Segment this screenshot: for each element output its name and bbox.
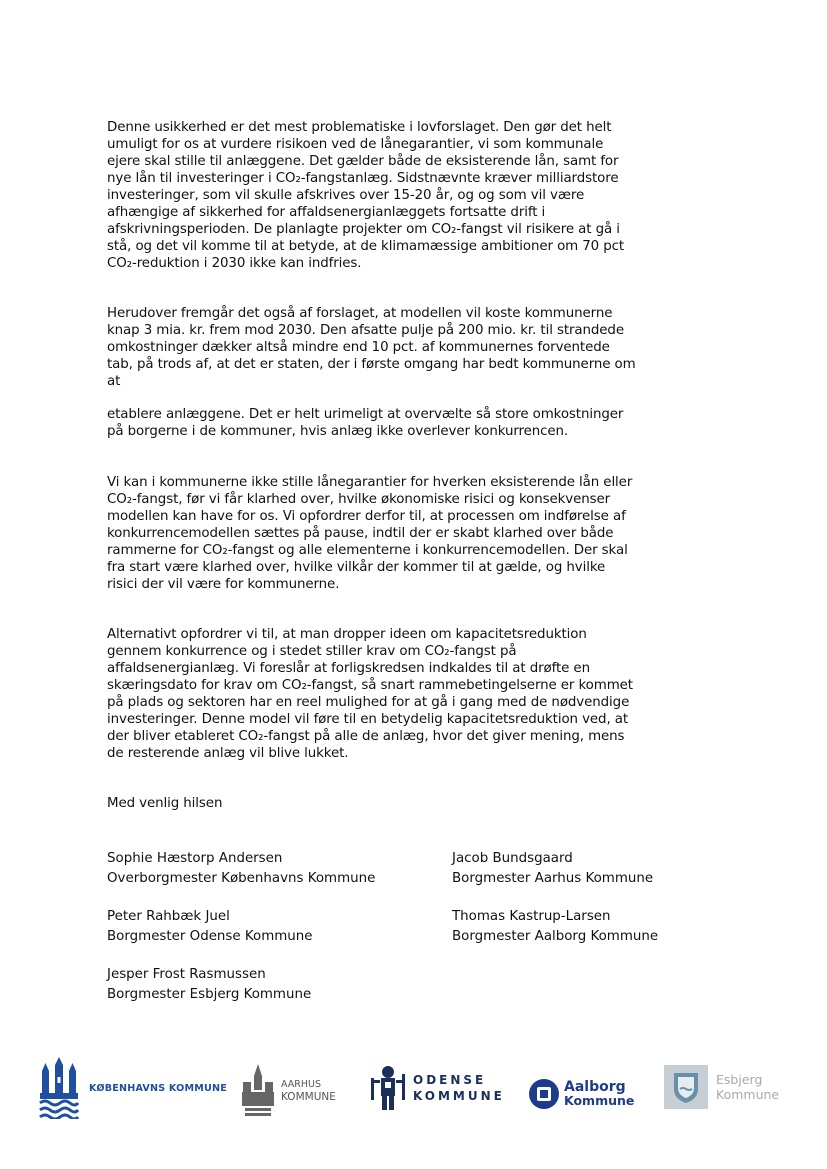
paragraph-5: Alternativt opfordrer vi til, at man dropper ideen om kapacitetsreduktion gennem konkurrence og i stedet stiller krav om CO₂-fangst på affaldsenergianlæg. Vi foreslår at forligskredsen indkaldes til at drøfte en skæringsdato for krav om CO₂-fangst, så snart rammebetingelserne er kommet på plads og sektoren har en reel mulighed for at gå i gang med de nødvendige investeringer. Denne model vil føre til en betydelig kapacitetsreduktion ved, at der bliver etableret CO₂-fangst på alle de anlæg, hvor det giver mening, mens de resterende anlæg vil blive lukket. (107, 627, 633, 761)
signature-aarhus (452, 849, 653, 889)
kobenhavn-logo (38, 1057, 227, 1119)
aarhus-logo (240, 1064, 336, 1118)
aalborg-logo-text: Aalborg Kommune (564, 1079, 635, 1108)
signatory-title: Borgmester Aarhus Kommune (452, 871, 654, 886)
signatory-name: Jesper Frost Rasmussen (107, 967, 266, 982)
signatory-title: Overborgmester Københavns Kommune (107, 871, 376, 886)
signatory-name: Jacob Bundsgaard (452, 851, 573, 866)
signatory-name: Sophie Hæstorp Andersen (107, 851, 283, 866)
signature-aalborg (452, 907, 658, 947)
paragraph-2: Herudover fremgår det også af forslaget, at modellen vil koste kommunerne knap 3 mia. kr. frem mod 2030. Den afsatte pulje på 200 mio. kr. til strandede omkostninger dækker altså mindre end 10 pct. af kommunernes forventede tab, på trods af, at det er staten, der i første omgang har bedt kommunerne om at (107, 306, 636, 389)
kobenhavn-castle-icon (38, 1057, 80, 1119)
odense-logo (369, 1064, 505, 1112)
odense-crest-icon (369, 1064, 407, 1112)
paragraph-3: etablere anlæggene. Det er helt urimeligt at overvælte så store omkostninger på borgerne i de kommuner, hvis anlæg ikke overlever konkurrencen. (107, 407, 624, 439)
esbjerg-logo (664, 1065, 779, 1109)
aarhus-cathedral-icon (240, 1064, 276, 1118)
esbjerg-logo-text: Esbjerg Kommune (716, 1072, 780, 1102)
signatory-title: Borgmester Esbjerg Kommune (107, 987, 312, 1002)
aarhus-logo-text: AARHUS KOMMUNE (281, 1079, 336, 1103)
signatory-name: Thomas Kastrup-Larsen (452, 909, 611, 924)
paragraph-4: Vi kan i kommunerne ikke stille lånegarantier for hverken eksisterende lån eller CO₂-fangst, før vi får klarhed over, hvilke økonomiske risici og konsekvenser modellen kan have for os. Vi opfordrer derfor til, at processen om indførelse af konkurrencemodellen sættes på pause, indtil der er skabt klarhed over både rammerne for CO₂-fangst og alle elementerne i konkurrencemodellen. Der skal fra start være klarhed over, hvilke vilkår der kommer til at gælde, og hvilke risici der vil være for kommunerne. (107, 475, 633, 592)
aalborg-logo (528, 1078, 634, 1110)
kobenhavn-logo-text: KØBENHAVNS KOMMUNE (89, 1082, 227, 1094)
closing-greeting: Med venlig hilsen (107, 796, 223, 811)
signatory-name: Peter Rahbæk Juel (107, 909, 230, 924)
signature-odense (107, 907, 313, 947)
signature-kobenhavn (107, 849, 375, 889)
esbjerg-crest-icon (664, 1065, 708, 1109)
signatory-title: Borgmester Aalborg Kommune (452, 929, 659, 944)
aalborg-crest-icon (528, 1078, 560, 1110)
signature-esbjerg (107, 965, 311, 1005)
signatory-title: Borgmester Odense Kommune (107, 929, 313, 944)
odense-logo-text: ODENSE KOMMUNE (413, 1073, 505, 1103)
paragraph-1: Denne usikkerhed er det mest problematiske i lovforslaget. Den gør det helt umuligt for os at vurdere risikoen ved de lånegarantier, vi som kommunale ejere skal stille til anlæggene. Det gælder både de eksisterende lån, samt for nye lån til investeringer i CO₂-fangstanlæg. Sidstnævnte kræver milliardstore investeringer, som vil skulle afskrives over 15-20 år, og og som vil være afhængige af sikkerhed for affaldsenergianlæggets fortsatte drift i afskrivningsperioden. De planlagte projekter om CO₂-fangst vil risikere at gå i stå, og det vil komme til at betyde, at de klimamæssige ambitioner om 70 pct CO₂-reduktion i 2030 ikke kan indfries. (107, 120, 625, 271)
